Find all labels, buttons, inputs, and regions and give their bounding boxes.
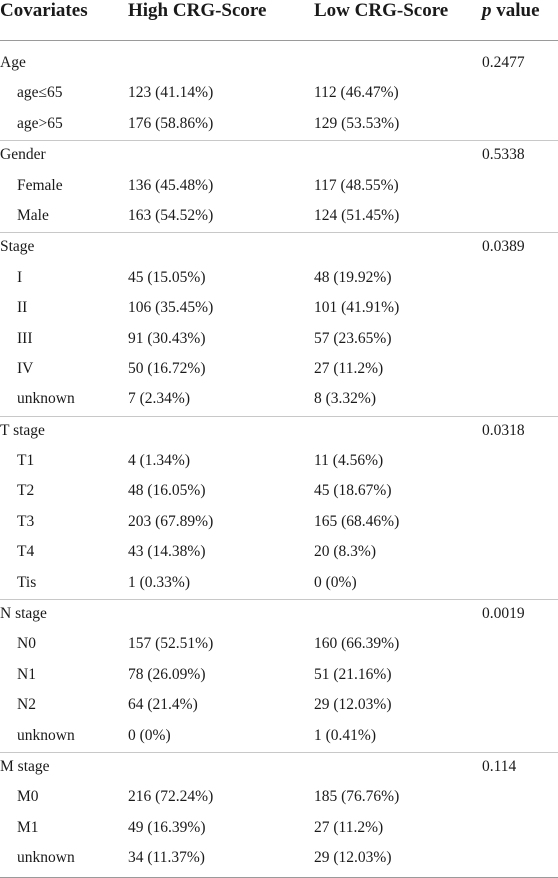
row-label: M0 [17, 788, 39, 806]
group-label: T stage [0, 421, 45, 439]
row-label: unknown [17, 849, 75, 867]
table-row [0, 110, 558, 140]
row-label: I [17, 268, 23, 286]
group-label: M stage [0, 757, 50, 775]
low-crg-value: 27 (11.2%) [314, 818, 384, 836]
header-p-value [482, 0, 540, 22]
table-row [0, 569, 558, 599]
high-crg-value: 78 (26.09%) [128, 665, 206, 683]
low-crg-value: 165 (68.46%) [314, 512, 400, 530]
low-crg-value: 29 (12.03%) [314, 849, 392, 867]
table-row [0, 844, 558, 874]
row-label: III [17, 329, 33, 347]
low-crg-value: 27 (11.2%) [314, 359, 384, 377]
high-crg-value: 45 (15.05%) [128, 268, 206, 286]
low-crg-value: 185 (76.76%) [314, 788, 400, 806]
row-label: age>65 [17, 114, 63, 132]
low-crg-value: 101 (41.91%) [314, 299, 400, 317]
header-p-italic: p [482, 0, 492, 21]
group-row [0, 232, 558, 263]
table-row [0, 355, 558, 385]
low-crg-value: 1 (0.41%) [314, 726, 376, 744]
table-row [0, 172, 558, 202]
high-crg-value: 176 (58.86%) [128, 114, 214, 132]
table-row [0, 264, 558, 294]
high-crg-value: 216 (72.24%) [128, 788, 214, 806]
low-crg-value: 20 (8.3%) [314, 543, 376, 561]
group-row [0, 140, 558, 171]
row-label: IV [17, 359, 34, 377]
table-row [0, 325, 558, 355]
low-crg-value: 0 (0%) [314, 573, 357, 591]
high-crg-value: 34 (11.37%) [128, 849, 205, 867]
low-crg-value: 117 (48.55%) [314, 176, 399, 194]
table-row [0, 202, 558, 232]
table-row [0, 294, 558, 324]
row-label: unknown [17, 726, 75, 744]
table-row [0, 630, 558, 660]
high-crg-value: 48 (16.05%) [128, 482, 206, 500]
table-body [0, 49, 558, 875]
table-row [0, 661, 558, 691]
group-row [0, 599, 558, 630]
low-crg-value: 29 (12.03%) [314, 696, 392, 714]
high-crg-value: 7 (2.34%) [128, 390, 190, 408]
low-crg-value: 48 (19.92%) [314, 268, 392, 286]
table-row [0, 722, 558, 752]
row-label: N1 [17, 665, 36, 683]
group-p-value: 0.0019 [482, 605, 525, 623]
table-row [0, 477, 558, 507]
table-row [0, 447, 558, 477]
table-header [0, 0, 558, 41]
group-row [0, 49, 558, 79]
table-row [0, 538, 558, 568]
low-crg-value: 8 (3.32%) [314, 390, 376, 408]
row-label: T1 [17, 452, 35, 470]
group-row [0, 752, 558, 783]
high-crg-value: 91 (30.43%) [128, 329, 206, 347]
row-label: II [17, 299, 28, 317]
group-p-value: 0.2477 [482, 54, 525, 71]
high-crg-value: 0 (0%) [128, 726, 171, 744]
table-row [0, 691, 558, 721]
high-crg-value: 64 (21.4%) [128, 696, 198, 714]
header-p-rest: value [491, 0, 540, 21]
high-crg-value: 163 (54.52%) [128, 206, 214, 224]
group-label: N stage [0, 605, 47, 623]
low-crg-value: 45 (18.67%) [314, 482, 392, 500]
row-label: Male [17, 206, 49, 224]
group-p-value: 0.5338 [482, 146, 525, 164]
group-label: Age [0, 54, 26, 71]
table-row [0, 783, 558, 813]
header-low-crg-score: Low CRG-Score [314, 0, 449, 21]
group-row [0, 416, 558, 447]
group-label: Stage [0, 238, 35, 256]
high-crg-value: 43 (14.38%) [128, 543, 206, 561]
high-crg-value: 50 (16.72%) [128, 359, 206, 377]
row-label: Tis [17, 573, 37, 591]
row-label: T2 [17, 482, 35, 500]
table-row [0, 508, 558, 538]
row-label: T3 [17, 512, 35, 530]
row-label: unknown [17, 390, 75, 408]
group-p-value: 0.0318 [482, 421, 525, 439]
high-crg-value: 1 (0.33%) [128, 573, 190, 591]
high-crg-value: 49 (16.39%) [128, 818, 206, 836]
header-high-crg-score: High CRG-Score [128, 0, 267, 21]
table-row [0, 385, 558, 415]
high-crg-value: 123 (41.14%) [128, 84, 214, 102]
low-crg-value: 124 (51.45%) [314, 206, 400, 224]
table-row [0, 814, 558, 844]
row-label: N2 [17, 696, 36, 714]
low-crg-value: 129 (53.53%) [314, 114, 400, 132]
header-covariates: Covariates [0, 0, 88, 21]
high-crg-value: 106 (35.45%) [128, 299, 214, 317]
low-crg-value: 112 (46.47%) [314, 84, 399, 102]
low-crg-value: 57 (23.65%) [314, 329, 392, 347]
table-row [0, 79, 558, 109]
row-label: M1 [17, 818, 39, 836]
row-label: N0 [17, 635, 36, 653]
low-crg-value: 51 (21.16%) [314, 665, 392, 683]
row-label: T4 [17, 543, 35, 561]
row-label: Female [17, 176, 63, 194]
group-label: Gender [0, 146, 46, 164]
low-crg-value: 160 (66.39%) [314, 635, 400, 653]
group-p-value: 0.0389 [482, 238, 525, 256]
high-crg-value: 4 (1.34%) [128, 452, 190, 470]
row-label: age≤65 [17, 84, 63, 102]
high-crg-value: 136 (45.48%) [128, 176, 214, 194]
low-crg-value: 11 (4.56%) [314, 452, 384, 470]
high-crg-value: 203 (67.89%) [128, 512, 214, 530]
high-crg-value: 157 (52.51%) [128, 635, 214, 653]
group-p-value: 0.114 [482, 757, 517, 775]
